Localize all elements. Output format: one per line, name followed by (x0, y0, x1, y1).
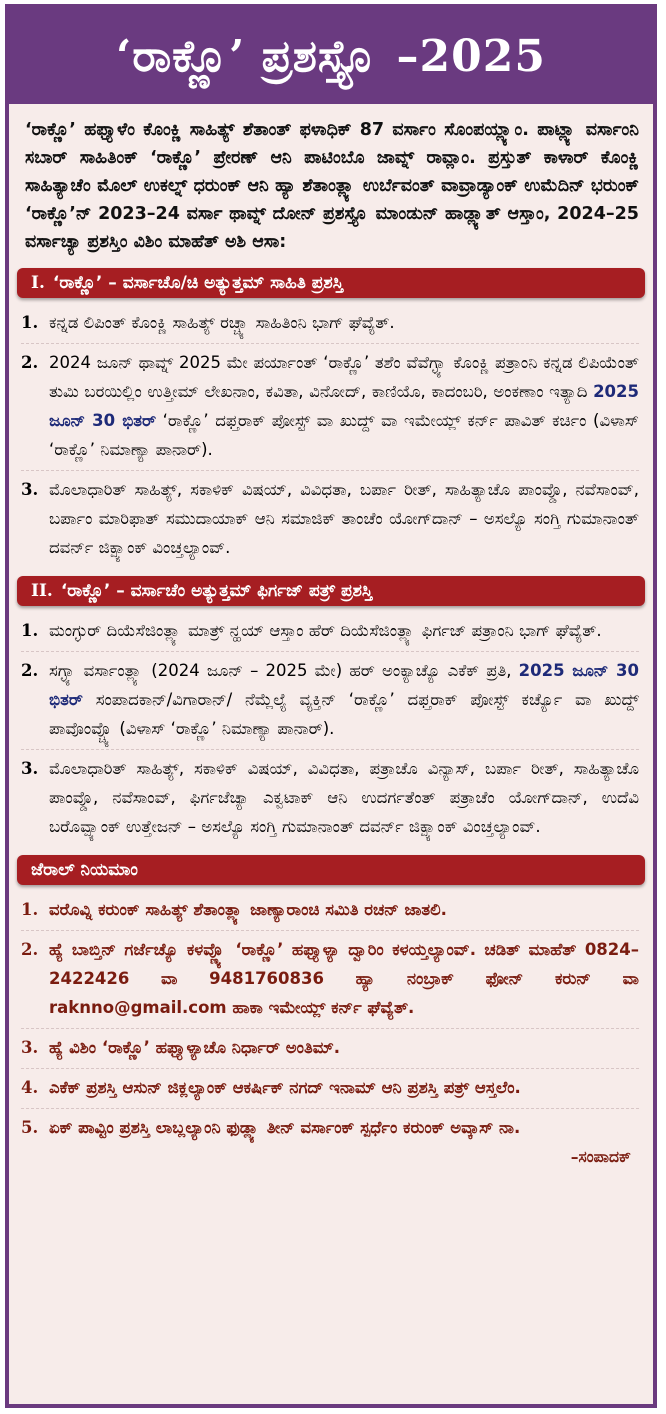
announcement-card (5, 4, 657, 1408)
section-heading-1 (17, 268, 645, 298)
section-heading-2 (17, 576, 645, 606)
editor-signature: –ಸಂಪಾದಕ್ (570, 1148, 631, 1166)
list-item (21, 1029, 639, 1069)
item-number: 1. (21, 621, 39, 640)
list-item (21, 652, 639, 750)
section-2-list (9, 612, 653, 847)
section-1-list (9, 304, 653, 568)
item-number: 1. (21, 900, 39, 919)
item-text-part: ಸಗ್ಳ್ಯಾ ವರ್ಸಾಂತ್ಲ್ಯಾ (2024 ಜೂನ್ – 2025 ಮೇ) ಹರ್ ಅಂಕ್ಯಾಚ್ಯೊ ಎಕೆಕ್ ಪ್ರತಿ, (49, 661, 519, 680)
item-text: ಎಕೆಕ್ ಪ್ರಶಸ್ತಿ ಆಸುನ್ ಜಿಕ್ಲಲ್ಯಾಂಕ್ ಆಕರ್ಷಿಕ್ ನಗದ್ ಇನಾಮ್ ಆನಿ ಪ್ರಶಸ್ತಿ ಪತ್ರ್ ಆಸ್ತಲೆಂ. (49, 1078, 521, 1097)
item-text: ಮೊಲಾಧಾರಿತ್ ಸಾಹಿತ್ಯ್, ಸಕಾಳಿಕ್ ವಿಷಯ್, ವಿವಿಧತಾ, ಬರ್ಪಾ ರೀತ್, ಸಾಹಿತ್ಯಾಚೊ ಪಾಂವ್ಡೊ, ನವೆಸಾಂವ್, ಬರ್ಪಾಂ ಮಾರಿಫಾತ್ ಸಮುದಾಯಾಕ್ ಆನಿ ಸಮಾಜಿಕ್ ತಾಂಚೆಂ ಯೋಗ್‌ದಾನ್ – ಅಸಲ್ಯೊ ಸಂಗ್ತಿ ಗುಮಾನಾಂತ್ ದವರ್ನ್ ಜಿಕ್ಪ್ಯಾಂಕ್ ವಿಂಚ್ತಲ್ಯಾಂವ್. (49, 480, 639, 557)
item-number: 2. (21, 661, 39, 680)
item-text (49, 348, 639, 464)
list-item (21, 612, 639, 652)
section-heading-3 (17, 855, 645, 885)
item-number: 2. (21, 940, 39, 959)
item-number: 4. (21, 1078, 39, 1097)
deadline-highlight: 2025 ಜೂನ್ 30 ಭಿತರ್ (49, 661, 639, 709)
section-number-1: I. (31, 273, 45, 293)
list-item (21, 1069, 639, 1109)
list-item (21, 931, 639, 1029)
list-item (21, 1109, 639, 1148)
item-text: ಮಂಗ್ಳುರ್ ದಿಯೆಸೆಜಿಂತ್ಲ್ಯಾ ಮಾತ್ರ್ ನ್ಹಯ್ ಆಸ್ತಾಂ ಹೆರ್ ದಿಯೆಸೆಜಿಂತ್ಲ್ಯಾ ಫಿರ್ಗಜ್ ಪತ್ರಾಂನಿ ಭಾಗ್ ಘೆವ್ಯೆತ್. (49, 621, 602, 640)
item-number: 5. (21, 1118, 39, 1137)
list-item (21, 471, 639, 568)
section-title-2: ‘ರಾಕ್ಣೊ’ – ವರ್ಸಾಚೆಂ ಅತ್ಯುತ್ತಮ್ ಫಿರ್ಗಜ್ ಪತ್ರ್ ಪ್ರಶಸ್ತಿ (60, 581, 373, 601)
section-title-3: ಜೆರಾಲ್ ನಿಯಮಾಂ (31, 860, 138, 880)
item-number: 3. (21, 1038, 39, 1057)
item-number: 3. (21, 759, 39, 778)
deadline-highlight: 2025 ಜೂನ್ 30 ಭಿತರ್ (49, 382, 639, 430)
section-number-2: II. (31, 581, 53, 601)
item-text-part: ‘ರಾಕ್ಣೊ’ ದಫ್ತರಾಕ್ ಪೋಸ್ಟ್ ವಾ ಖುದ್ದ್ ವಾ ಇಮೇಯ್ಲ್ ಕರ್ನ್ ಪಾವಿತ್ ಕರ್ಚಿಂ (ವಿಳಾಸ್ ‘ರಾಕ್ಣೊ’ ನಿಮಾಣ್ಯಾ ಪಾನಾರ್). (49, 411, 639, 459)
list-item (21, 304, 639, 344)
section-title-1: ‘ರಾಕ್ಣೊ’ – ವರ್ಸಾಚೊ/ಚಿ ಅತ್ಯುತ್ತಮ್ ಸಾಹಿತಿ ಪ್ರಶಸ್ತಿ (52, 273, 344, 293)
page-title: ‘ರಾಕ್ಣೊ’ ಪ್ರಶಸ್ತ್ಯೊ –2025 (9, 8, 653, 104)
item-text: ಕನ್ನಡ ಲಿಪಿಂತ್ ಕೊಂಕ್ಣಿ ಸಾಹಿತ್ಯ್ ರಚ್ಚ್ಯಾ ಸಾಹಿತಿಂನಿ ಭಾಗ್ ಘೆವ್ಯೆತ್. (49, 313, 395, 332)
item-text (49, 656, 639, 743)
list-item (21, 891, 639, 931)
item-number: 3. (21, 480, 39, 499)
list-item (21, 344, 639, 471)
item-text: ವರೊವ್ನಿ ಕರುಂಕ್ ಸಾಹಿತ್ಯ್ ಶೆತಾಂತ್ಲ್ಯಾ ಜಾಣ್ಯಾರಾಂಚಿ ಸಮಿತಿ ರಚನ್ ಜಾತಲಿ. (49, 900, 447, 919)
item-text: ಮೊಲಾಧಾರಿತ್ ಸಾಹಿತ್ಯ್, ಸಕಾಳಿಕ್ ವಿಷಯ್, ವಿವಿಧತಾ, ಪತ್ರಾಚೊ ವಿನ್ಯಾಸ್, ಬರ್ಪಾ ರೀತ್, ಸಾಹಿತ್ಯಾಚೊ ಪಾಂವ್ಡೊ, ನವೆಸಾಂವ್, ಫಿರ್ಗಜೆಚ್ಯಾ ಎಕ್ವಟಾಕ್ ಆನಿ ಉದರ್ಗತೆಂತ್ ಪತ್ರಾಚೆಂ ಯೋಗ್‌ದಾನ್, ಉದೆವಿ ಬರೊವ್ಪ್ಯಾಂಕ್ ಉತ್ತೇಜನ್ – ಅಸಲ್ಯೊ ಸಂಗ್ತಿ ಗುಮಾನಾಂತ್ ದವರ್ನ್ ಜಿಕ್ಪ್ಯಾಂಕ್ ವಿಂಚ್ತಲ್ಯಾಂವ್. (49, 759, 639, 836)
item-number: 2. (21, 353, 39, 372)
item-text: ಹ್ಯೆ ಬಾಬ್ತಿನ್ ಗರ್ಜೆಚ್ಯೊ ಕಳವ್ಣ್ಯೊ ‘ರಾಕ್ಣೊ’ ಹಫ್ತ್ಯಾಳ್ಯಾ ದ್ವಾರಿಂ ಕಳಯ್ತಲ್ಯಾಂವ್. ಚಡಿತ್ ಮಾಹೆತ್ 0824–2422426 ವಾ 9481760836 ಹ್ಯಾ ನಂಬ್ರಾಕ್ ಫೋನ್ ಕರುನ್ ವಾ raknno@gmail.com ಹಾಕಾ ಇಮೇಯ್ಲ್ ಕರ್ನ್ ಘೆವ್ಯೆತ್. (49, 940, 639, 1017)
list-item (21, 750, 639, 847)
item-text: ಹ್ಯೆ ವಿಶಿಂ ‘ರಾಕ್ಣೊ’ ಹಫ್ತ್ಯಾಳ್ಯಾಚೊ ನಿರ್ಧಾರ್ ಅಂತಿಮ್. (49, 1038, 341, 1057)
item-text-part: ಸಂಪಾದಕಾನ್/ವಿಗಾರಾನ್/ ನೆಮ್ಲೆಲ್ಯೆ ವ್ಯಕ್ತಿನ್ ‘ರಾಕ್ಣೊ’ ದಫ್ತರಾಕ್ ಪೋಸ್ಟ್ ಕರ್ಚ್ಯೊ ವಾ ಖುದ್ದ್ ಪಾವೊಂವ್ಚ್ಯೊ (ವಿಳಾಸ್ ‘ರಾಕ್ಣೊ’ ನಿಮಾಣ್ಯಾ ಪಾನಾರ್). (49, 690, 639, 738)
intro-paragraph: ‘ರಾಕ್ಣೊ’ ಹಫ್ತ್ಯಾಳೆಂ ಕೊಂಕ್ಣಿ ಸಾಹಿತ್ಯ್ ಶೆತಾಂತ್ ಫಳಾಧಿಕ್ 87 ವರ್ಸಾಂ ಸೊಂಪಯ್ಲ್ಯಾಂ. ಪಾಟ್ಲ್ಯಾ ವರ್ಸಾಂನಿ ಸಬಾರ್ ಸಾಹಿತಿಂಕ್ ‘ರಾಕ್ಣೊ’ ಪ್ರೇರಣ್ ಆನಿ ಪಾಟಿಂಬೊ ಜಾವ್ನ್ ರಾವ್ಲಾಂ. ಪ್ರಸ್ತುತ್ ಕಾಳಾರ್ ಕೊಂಕ್ಣಿ ಸಾಹಿತ್ಯಾಚೆಂ ಮೊಲ್ ಉಕಲ್ನ್ ಧರುಂಕ್ ಆನಿ ಹ್ಯಾ ಶೆತಾಂತ್ಲ್ಯಾ ಉರ್ಬೆವಂತ್ ವಾವ್ರಾಡ್ಯಾಂಕ್ ಉಮೆದಿನ್ ಭರುಂಕ್ ‘ರಾಕ್ಣೊ’ನ್ 2023–24 ವರ್ಸಾ ಥಾವ್ನ್ ದೋನ್ ಪ್ರಶಸ್ತ್ಯೊ ಮಾಂಡುನ್ ಹಾಡ್ಲ್ಯಾತ್ ಆಸ್ತಾಂ, 2024–25 ವರ್ಸಾಚ್ಯಾ ಪ್ರಶಸ್ತಿಂ ವಿಶಿಂ ಮಾಹೆತ್ ಅಶಿ ಆಸಾ: (25, 120, 639, 252)
general-rules-list (9, 891, 653, 1148)
item-text: ಏಕ್ ಪಾವ್ಟಿಂ ಪ್ರಶಸ್ತಿ ಲಾಬ್ಲಲ್ಯಾಂನಿ ಫುಡ್ಲ್ಯಾ ತೀನ್ ವರ್ಸಾಂಕ್ ಸ್ಪರ್ಧೆಂ ಕರುಂಕ್ ಅವ್ಕಾಸ್ ನಾ. (49, 1118, 521, 1137)
item-number: 1. (21, 313, 39, 332)
item-text-part: 2024 ಜೂನ್ ಥಾವ್ನ್ 2025 ಮೇ ಪರ್ಯಾಂತ್ ‘ರಾಕ್ಣೊ’ ತಶೆಂ ವೆವೆಗ್ಳ್ಯಾ ಕೊಂಕ್ಣಿ ಪತ್ರಾಂನಿ ಕನ್ನಡ ಲಿಪಿಯೆಂತ್ ತುಮಿ ಬರಯಿಲ್ಲಿಂ ಉತ್ತೀಮ್ ಲೇಖನಾಂ, ಕವಿತಾ, ವಿನೋದ್, ಕಾಣಿಯೊ, ಕಾದಂಬರಿ, ಅಂಕಣಾಂ ಇತ್ಯಾದಿ (49, 353, 639, 401)
